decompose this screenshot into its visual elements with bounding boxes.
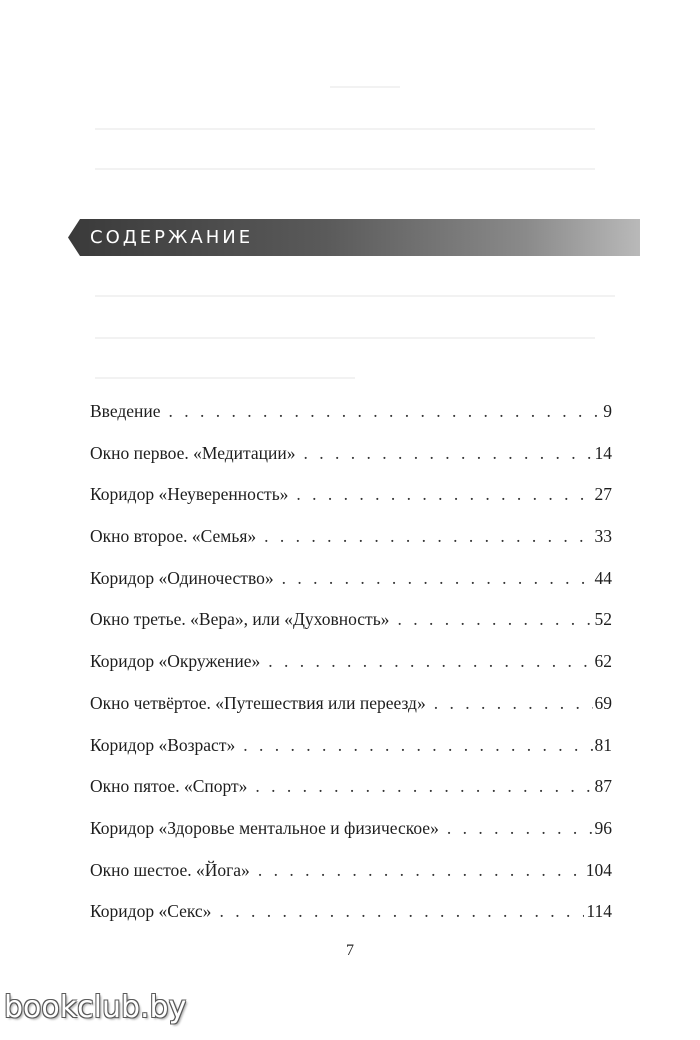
toc-entry [90,895,612,937]
toc-entry-page: 44 [594,567,612,588]
toc-entry-title: Коридор «Здоровье ментальное и физическое» [90,817,439,838]
toc-entry [90,562,612,604]
toc-entry-title: Коридор «Одиночество» [90,567,274,588]
toc-leader-dots [255,770,592,802]
watermark-logo: bookclub.by [4,990,187,1025]
toc-leader-dots [264,520,592,552]
toc-entry [90,729,612,771]
toc-entry-page: 14 [594,442,612,463]
toc-entry-page: 33 [594,526,612,547]
toc-entry [90,603,612,645]
toc-entry [90,478,612,520]
toc-entry-title: Окно четвёртое. «Путешествия или переезд» [90,692,426,713]
toc-entry-title: Введение [90,401,161,421]
toc-entry-title: Окно третье. «Вера», или «Духовность» [90,609,390,630]
toc-leader-dots [243,729,592,761]
toc-entry [90,812,612,854]
toc-entry-title: Коридор «Неуверенность» [90,484,289,505]
toc-entry-title: Окно второе. «Семья» [90,526,257,547]
toc-leader-dots [219,895,584,927]
toc-entry [90,645,612,687]
table-of-contents [90,395,612,937]
toc-leader-dots [296,478,592,510]
toc-entry-title: Окно первое. «Медитации» [90,442,296,463]
toc-entry [90,520,612,562]
toc-entry-page: 87 [594,776,612,797]
toc-entry-title: Коридор «Возраст» [90,734,236,755]
toc-entry-title: Окно шестое. «Йога» [90,859,250,880]
toc-entry-page: 27 [594,484,612,505]
toc-leader-dots [268,645,592,677]
toc-entry [90,770,612,812]
contents-heading: СОДЕРЖАНИЕ [90,227,254,248]
toc-entry-page: 69 [594,692,612,713]
toc-leader-dots [169,395,602,427]
toc-entry [90,395,612,437]
toc-leader-dots [258,854,584,886]
toc-entry-title: Коридор «Окружение» [90,651,261,672]
page-number: 7 [346,942,354,959]
toc-entry-page: 104 [585,859,612,880]
toc-leader-dots [434,687,593,719]
toc-entry [90,854,612,896]
toc-leader-dots [397,603,592,635]
toc-entry-page: 114 [586,901,612,922]
toc-entry [90,437,612,479]
toc-leader-dots [282,562,593,594]
toc-leader-dots [304,437,593,469]
toc-entry-page: 9 [603,401,612,421]
toc-entry-title: Окно пятое. «Спорт» [90,776,248,797]
toc-entry-title: Коридор «Секс» [90,901,212,922]
toc-entry-page: 52 [594,609,612,630]
toc-entry [90,687,612,729]
toc-entry-page: 81 [594,734,612,755]
toc-entry-page: 96 [594,817,612,838]
toc-entry-page: 62 [594,651,612,672]
toc-leader-dots [447,812,593,844]
